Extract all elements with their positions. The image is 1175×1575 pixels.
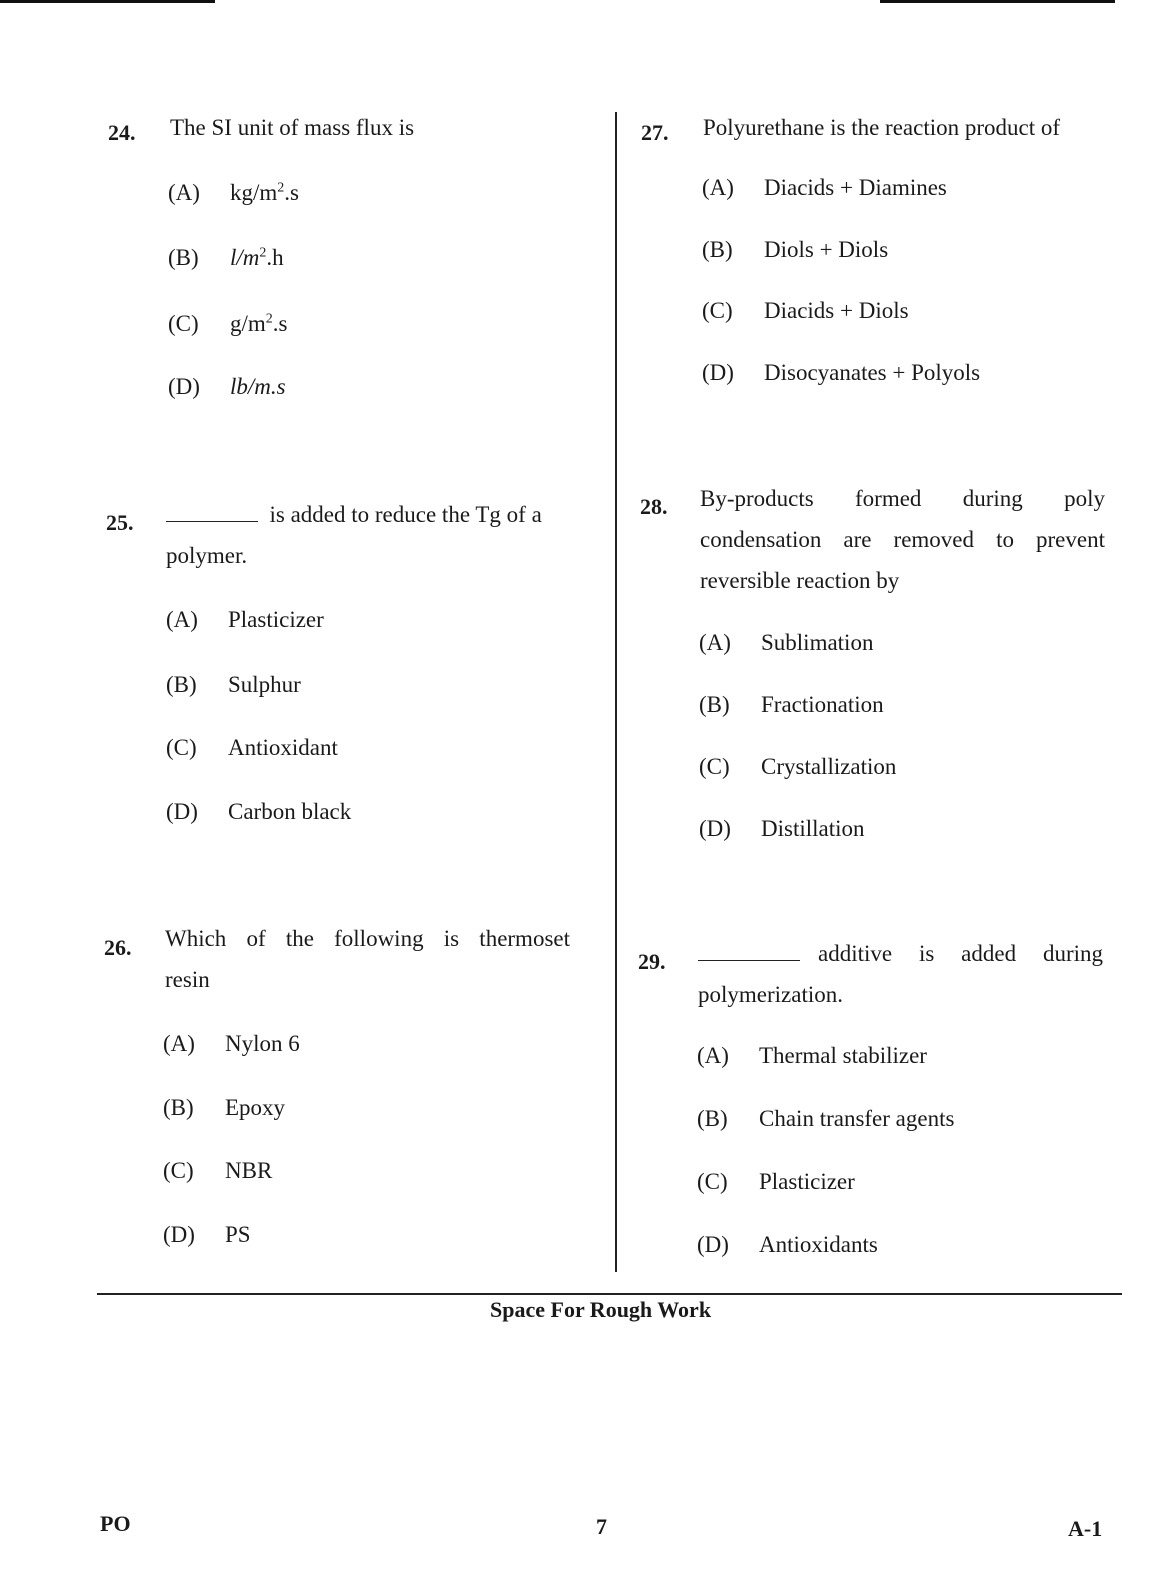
header-rule-left xyxy=(0,0,215,3)
option-24-d[interactable]: (D) lb/m.s xyxy=(168,374,286,399)
option-26-d[interactable]: (D) PS xyxy=(163,1222,251,1247)
option-29-b[interactable]: (B) Chain transfer agents xyxy=(697,1106,955,1131)
option-26-b[interactable]: (B) Epoxy xyxy=(163,1095,286,1120)
option-24-b[interactable]: (B) $l/m^2.h$ xyxy=(168,245,284,270)
header-rule-right xyxy=(880,0,1115,3)
footer-code-right: A-1 xyxy=(1068,1516,1103,1541)
page-number: 7 xyxy=(596,1514,607,1539)
option-27-a[interactable]: (A) Diacids + Diamines xyxy=(702,175,947,200)
question-number: 26. xyxy=(104,935,132,960)
option-29-d[interactable]: (D) Antioxidants xyxy=(697,1232,878,1257)
question-text: Polyurethane is the reaction product of xyxy=(703,115,1061,140)
question-number: 27. xyxy=(641,120,669,145)
question-text: Which of the following is thermoset resin xyxy=(165,926,570,992)
option-24-c[interactable]: (C) $g/m^2.s$ xyxy=(168,311,288,336)
option-28-c[interactable]: (C) Crystallization xyxy=(699,754,897,779)
option-28-a[interactable]: (A) Sublimation xyxy=(699,630,874,655)
option-26-c[interactable]: (C) NBR xyxy=(163,1158,273,1183)
question-text: By-products formed during poly condensation are removed to prevent reversible reaction by xyxy=(700,486,1105,593)
option-24-a[interactable]: (A) $kg/m^2.s$ xyxy=(168,180,299,205)
question-text: The SI unit of mass flux is xyxy=(170,115,415,140)
option-29-c[interactable]: (C) Plasticizer xyxy=(697,1169,855,1194)
question-number: 29. xyxy=(638,949,666,974)
column-divider xyxy=(615,112,617,1272)
option-28-d[interactable]: (D) Distillation xyxy=(699,816,865,841)
option-25-a[interactable]: (A) Plasticizer xyxy=(166,607,324,632)
answer-blank xyxy=(698,938,800,961)
option-25-b[interactable]: (B) Sulphur xyxy=(166,672,301,697)
option-25-d[interactable]: (D) Carbon black xyxy=(166,799,352,824)
question-text: additive is added during polymerization. xyxy=(698,933,1103,1015)
footer-code-left: PO xyxy=(100,1511,131,1536)
option-25-c[interactable]: (C) Antioxidant xyxy=(166,735,338,760)
rough-work-heading: Space For Rough Work xyxy=(490,1297,712,1322)
question-number: 28. xyxy=(640,494,668,519)
question-text: is added to reduce the Tg of a polymer. xyxy=(166,494,574,576)
question-number: 25. xyxy=(106,510,134,535)
rough-work-rule xyxy=(97,1293,1122,1295)
question-number: 24. xyxy=(108,120,136,145)
option-27-b[interactable]: (B) Diols + Diols xyxy=(702,237,889,262)
option-26-a[interactable]: (A) Nylon 6 xyxy=(163,1031,300,1056)
option-27-d[interactable]: (D) Disocyanates + Polyols xyxy=(702,360,981,385)
option-28-b[interactable]: (B) Fractionation xyxy=(699,692,884,717)
option-29-a[interactable]: (A) Thermal stabilizer xyxy=(697,1043,927,1068)
answer-blank xyxy=(166,499,258,522)
option-27-c[interactable]: (C) Diacids + Diols xyxy=(702,298,909,323)
